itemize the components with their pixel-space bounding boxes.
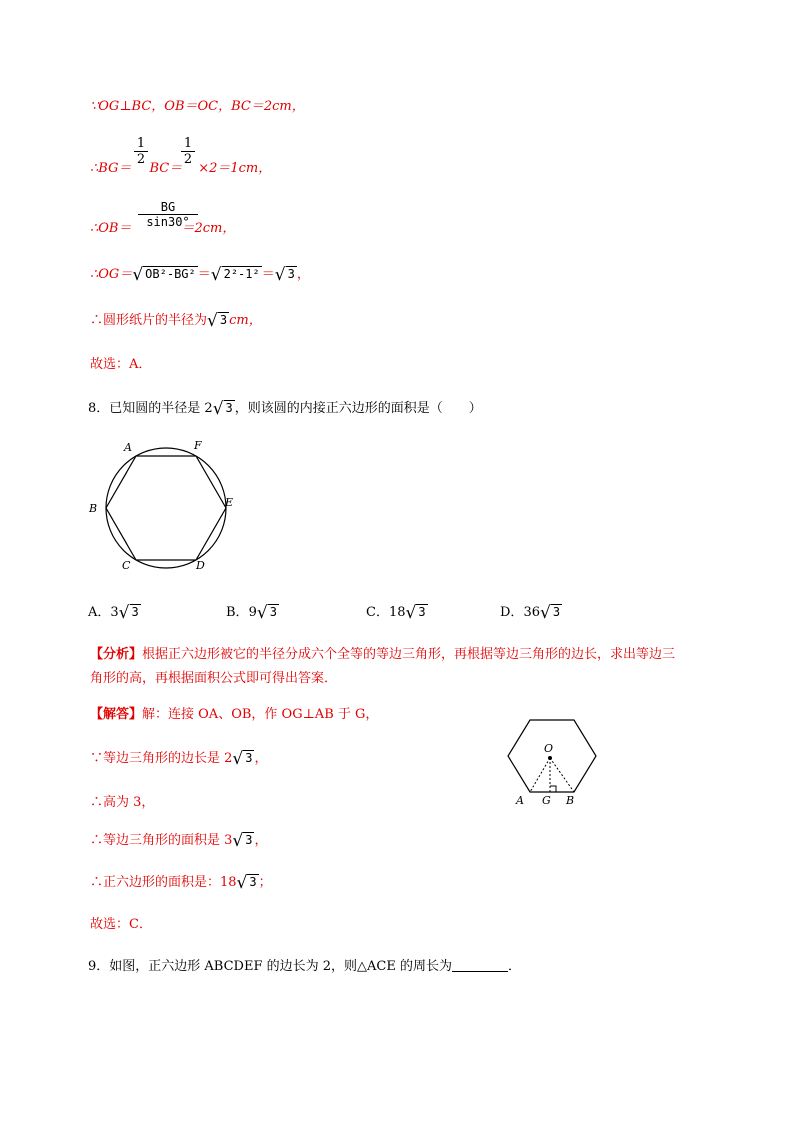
- analysis-tag: 【分析】: [90, 647, 143, 662]
- sqrt-3: √ 3: [274, 265, 295, 285]
- q8-answer-line-3: ∴高为 3，: [90, 795, 155, 810]
- prev-solution-line-2: ∴BG＝ BC＝ ×2＝1cm，: [90, 161, 272, 176]
- label-G: G: [542, 794, 551, 807]
- label-A2: A: [516, 794, 524, 807]
- label-D: D: [196, 559, 205, 572]
- answer-blank[interactable]: [452, 959, 508, 972]
- q8-option-d[interactable]: D．36√ 3: [500, 603, 561, 623]
- hexagon-og-figure: [504, 716, 614, 816]
- circumcircle: [106, 448, 226, 568]
- label-E: E: [225, 496, 234, 509]
- prev-solution-line-1: ∵OG⊥BC，OB＝OC，BC＝2cm，: [90, 99, 305, 114]
- fraction-half-2: $\frac{1}{2}$: [181, 136, 195, 167]
- q8-answer-line-1: 【解答】解：连接 OA、OB，作 OG⊥AB 于 G，: [90, 707, 379, 722]
- segment-oa: [530, 758, 550, 792]
- hexagon-in-circle-figure: [86, 436, 246, 586]
- inscribed-hexagon: [106, 456, 226, 560]
- label-B: B: [89, 502, 98, 515]
- q9-stem: 9．如图，正六边形 ABCDEF 的边长为 2，则△ACE 的周长为 ．: [88, 959, 521, 974]
- prev-solution-answer: 故选：A．: [90, 357, 152, 372]
- q8-answer-line-4: ∴等边三角形的面积是 3√ 3 ，: [90, 831, 268, 851]
- label-F: F: [194, 439, 202, 452]
- q8-option-a[interactable]: A．3√ 3: [88, 603, 139, 623]
- label-C: C: [122, 559, 131, 572]
- fraction-half-1: $\frac{1}{2}$: [134, 136, 148, 167]
- center-point: [548, 756, 552, 760]
- label-B2: B: [566, 794, 575, 807]
- right-angle-mark: [550, 786, 556, 792]
- q8-answer-line-2: ∵等边三角形的边长是 2√ 3 ，: [90, 749, 268, 769]
- segment-ob: [550, 758, 574, 792]
- fraction-bg-over-sin30: $\frac{BG}{\sin 30^\circ}$: [138, 200, 198, 229]
- q8-stem: 8．已知圆的半径是 2√ 3 ，则该圆的内接正六边形的面积是（ ）: [88, 399, 482, 419]
- sqrt-ob-bg: √ OB²-BG²: [132, 265, 196, 285]
- prev-solution-line-4: ∴OG＝√ OB²-BG² ＝√ 2²-1² ＝√ 3 ，: [90, 265, 310, 285]
- label-A: A: [124, 441, 132, 454]
- answer-tag: 【解答】: [90, 707, 143, 722]
- sqrt-2-1: √ 2²-1²: [210, 265, 260, 285]
- q8-answer-choice: 故选：C．: [90, 917, 152, 932]
- q8-analysis-line-1: 【分析】根据正六边形被它的半径分成六个全等的等边三角形，再根据等边三角形的边长，求出等边三: [90, 647, 676, 662]
- q8-answer-line-5: ∴正六边形的面积是：18√ 3 ；: [90, 873, 272, 893]
- hexagon: [508, 720, 596, 792]
- prev-solution-line-5: ∴圆形纸片的半径为√ 3 cm，: [90, 311, 262, 331]
- q8-analysis-line-2: 角形的高，再根据面积公式即可得出答案．: [90, 671, 338, 686]
- label-O: O: [544, 742, 554, 755]
- prev-solution-line-3: ∴OB＝ ＝2cm，: [90, 221, 236, 236]
- q8-option-c[interactable]: C．18√ 3: [366, 603, 426, 623]
- q8-option-b[interactable]: B．9√ 3: [226, 603, 277, 623]
